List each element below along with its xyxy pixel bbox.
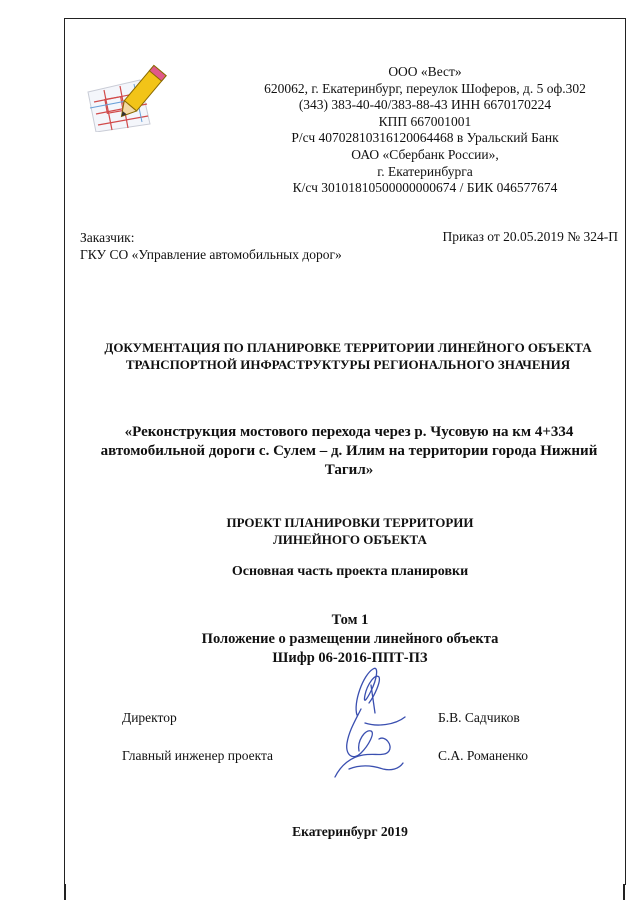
volume-number: Том 1 [331,612,369,628]
company-name: ООО «Вест» [388,64,462,79]
handwritten-signature-icon [305,665,415,783]
company-requisites [230,64,620,197]
main-part-title: Основная часть проекта планировки [231,564,469,579]
order-reference: Приказ от 20.05.2019 № 324-П [442,229,618,244]
company-account: Р/сч 40702810316120064468 в Уральский Банк [291,130,559,146]
project-type [150,515,550,548]
customer-name: ГКУ СО «Управление автомобильных дорог» [80,247,342,262]
company-address: 620062, г. Екатеринбург, переулок Шоферов, д. 5 оф.302 [264,80,586,96]
company-corr-account: К/сч 30101810500000000674 / БИК 046577674 [292,180,558,196]
frame-edge-left [64,884,66,900]
frame-edge-right [623,884,625,900]
signer-role-chief-engineer: Главный инженер проекта [122,748,274,763]
customer-label: Заказчик: [80,230,135,245]
company-phone-inn: (343) 383-40-40/383-88-43 ИНН 6670170224 [298,97,552,113]
customer-block [80,229,350,263]
company-kpp: КПП 667001001 [378,113,472,129]
city-year: Екатеринбург 2019 [292,824,408,839]
pencil-drawing-logo-icon [80,62,176,132]
volume-block [130,611,570,668]
signer-name-chief-engineer: С.А. Романенко [438,748,529,763]
signer-role-director: Директор [122,710,177,725]
document-title: ДОКУМЕНТАЦИЯ ПО ПЛАНИРОВКЕ ТЕРРИТОРИИ ЛИНЕЙНОГО ОБЪЕКТА ТРАНСПОРТНОЙ ИНФРАСТРУКТУРЫ РЕГИОНАЛЬНОГО ЗНАЧЕНИЯ [104,340,592,372]
project-subject: «Реконструкция мостового перехода через р. Чусовую на км 4+334 автомобильной дороги с. Сулем – д. Илим на территории города Нижний Тагил» [100,424,598,478]
company-bank-city: г. Екатеринбурга [377,163,473,179]
project-type-line2: ЛИНЕЙНОГО ОБЪЕКТА [273,531,427,547]
volume-title: Положение о размещении линейного объекта [201,631,499,647]
company-bank: ОАО «Сбербанк России», [351,146,499,162]
signer-name-director: Б.В. Садчиков [438,710,520,725]
project-type-line1: ПРОЕКТ ПЛАНИРОВКИ ТЕРРИТОРИИ [226,515,474,530]
volume-code: Шифр 06-2016-ППТ-ПЗ [272,650,428,666]
